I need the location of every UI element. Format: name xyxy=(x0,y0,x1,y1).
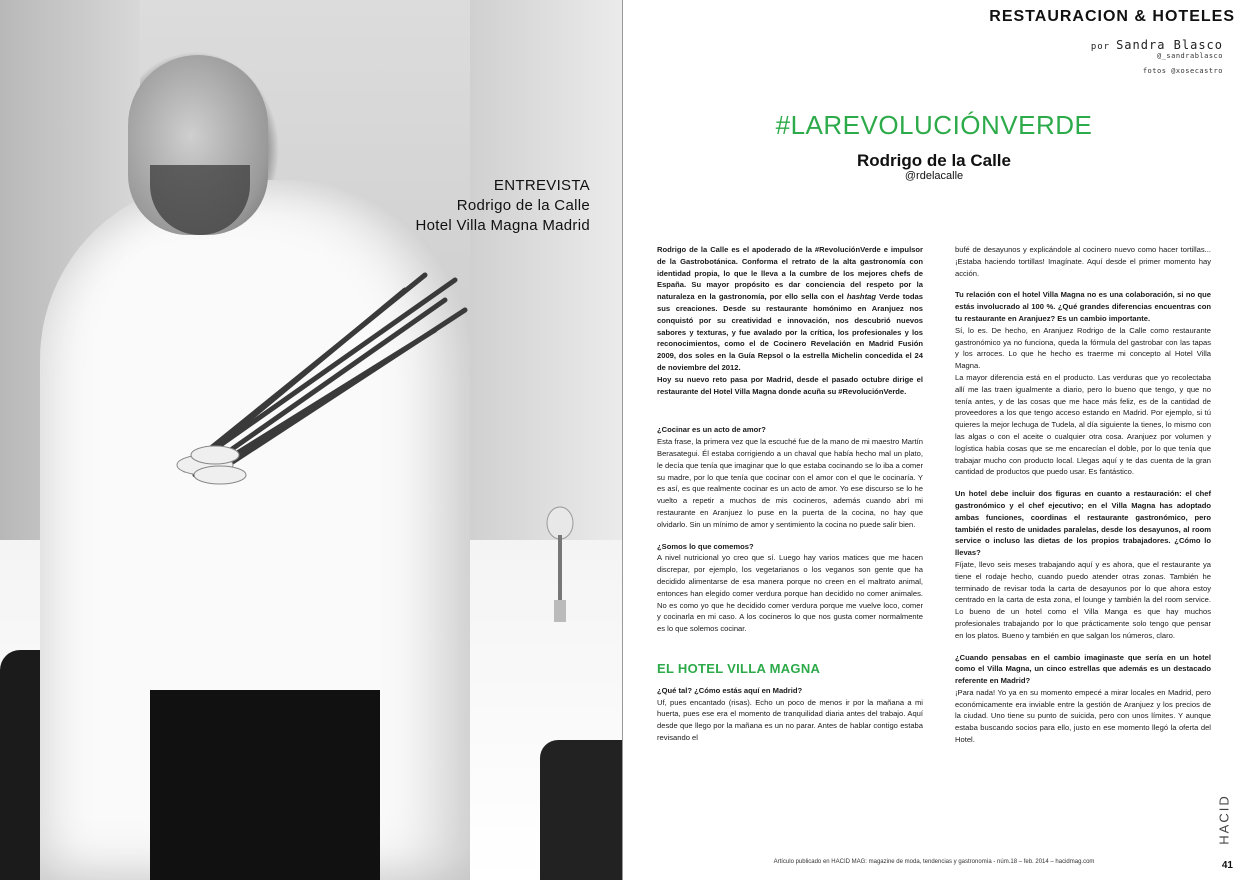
answer: La mayor diferencia está en el producto. Las verduras que yo recolectaba allí me las traen igualmente a diario, pero lo bueno que tengo, y que no tenía antes, y de las cosas que me hace más feliz, es de la cantidad de proveedores a los que tengo acceso estando en Madrid. Por ejemplo, si tú quieres la mejor lechuga de Tudela, al día siguiente la tienes, lo mismo con las algas o con el aceite o cualquier otra cosa. Aranjuez por volumen y logística había cosas que se me encarecían el doble, por lo que tenía que trabajar mucho con producto local. Llegas aquí y te das cuenta de la gran cantidad de productos que puedo usar. Es fantástico. xyxy=(955,372,1211,477)
footer-note: Artículo publicado en HACID MAG: magazine de moda, tendencias y gastronomía - núm.18 – feb. 2014 – hacidmag.com xyxy=(773,859,1095,865)
page-number: 41 xyxy=(1221,860,1233,871)
article-headline: #LAREVOLUCIÓNVERDE xyxy=(775,110,1093,140)
article-page xyxy=(622,0,1244,880)
spacer xyxy=(657,397,923,424)
question: ¿Somos lo que comemos? xyxy=(657,541,754,551)
question: ¿Cocinar es un acto de amor? xyxy=(657,425,766,435)
answer-continued: bufé de desayunos y explicándole al cocinero nuevo como hacer tortillas... ¡Estaba haciendo tortillas! Imagínate. Aquí desde el primer momento hay acción. xyxy=(955,245,1211,278)
intro-text-b: Verde todas sus creaciones. Desde su restaurante homónimo en Aranjuez nos conquistó por su creatividad e innovación, nos descubrió nuevos sabores y texturas, y fue avalado por la crítica, los profesionales y los reconocimientos, como el de Cocinero Revelación en Madrid Fusión 2009, dos soles en la Guía Repsol o la estrella Michelin concedida el 24 de noviembre del 2012. xyxy=(657,292,923,372)
author-name: Sandra Blasco xyxy=(1116,38,1223,52)
article-column-right xyxy=(955,244,1211,746)
spacer xyxy=(955,642,1211,652)
question: Un hotel debe incluir dos figuras en cuanto a restauración: el chef gastronómico y el chef ejecutivo; en el Villa Magna has adoptado ambas funciones, coordinas el restaurante gastronómico, pero también el resto de unidades paralelas, desde los desayunos, al room service o incluso las dietas de los propios trabajadores. ¿Cómo lo llevas? xyxy=(955,489,1211,558)
answer: ¡Para nada! Yo ya en su momento empecé a mirar locales en Madrid, pero económicamente era inviable entre la gestión de Aranjuez y los precios de la ciudad. Uno tiene su punto de suicida, pero con unos límites. Y aunque estaba buscando socios para ello, justo en ese momento llegó la oferta del Hotel. xyxy=(955,687,1211,745)
intro-paragraph-2: Hoy su nuevo reto pasa por Madrid, desde el pasado octubre dirige el restaurante del Hotel Villa Magna donde acuña su #RevoluciónVerde. xyxy=(657,374,923,396)
photo-credit: fotos @xosecastro xyxy=(1142,67,1223,75)
answer: A nivel nutricional yo creo que sí. Luego hay varios matices que me hacen discrepar, por ejemplo, los vegetarianos o los veganos son gente que ha decidido alimentarse de esa manera porque no creen en el maltrato animal, entonces han elegido comer verdura porque han decidido no comer animales. No es como yo que he decidido comer verdura porque me vuelve loco, comer y cocinarla en mi caso. A los cocineros lo que nos gusta comer normalmente es lo que solemos cocinar. xyxy=(657,553,923,634)
answer: Fíjate, llevo seis meses trabajando aquí y es ahora, que el restaurante ya tiene el rodaje hecho, cuando puedo atender otras zonas. También he terminado de revisar toda la carta de desayunos por lo que ahora estoy centrado en la carta de esta zona, el lounge y también la del room service. Lo bueno de un hotel como el Villa Manga es que hay muchos profesionales trabajando por lo que prácticamente solo tengo que pensar en los platos. Bueno y también en que salgan los números, claro. xyxy=(955,559,1211,640)
spacer xyxy=(955,478,1211,488)
spacer xyxy=(657,531,923,541)
photo-flower-vase xyxy=(545,505,575,625)
author-handle: @_sandrablasco xyxy=(1156,52,1223,60)
question: Tu relación con el hotel Villa Magna no es una colaboración, si no que estás involucrado al 100 %. ¿Qué grandes diferencias encuentras con tu restaurante en Aranjuez? Es un cambio importante. xyxy=(955,290,1211,323)
intro-text-a: Rodrigo de la Calle es el apoderado de la #RevoluciónVerde e impulsor de la Gastrobotánica. Conforma el retrato de la alta gastronomía con identidad propia, lo que le lleva a la cumbre de los mejores chefs de España. Su mayor propósito es dar conciencia del respeto por la naturaleza en la gastronomía, por ello sella con el xyxy=(657,245,923,302)
interviewee-name: Rodrigo de la Calle xyxy=(857,151,1011,170)
photo-caption xyxy=(380,176,590,236)
brand-label: HACID xyxy=(1216,794,1232,845)
brand-vertical xyxy=(1216,790,1237,850)
caption-label: ENTREVISTA xyxy=(493,177,590,194)
caption-venue: Hotel Villa Magna Madrid xyxy=(415,217,590,234)
article-column-left xyxy=(657,244,923,744)
photo-chair-right xyxy=(540,740,622,880)
interviewee-handle: @rdelacalle xyxy=(904,170,964,182)
answer: Sí, lo es. De hecho, en Aranjuez Rodrigo de la Calle como restaurante gastronómico ya no funciona, queda la fórmula del gastrobar con las tapas y los arroces. Lo que he hecho es traerme mi concepto al Hotel Villa Magna. xyxy=(955,325,1211,371)
answer: Esta frase, la primera vez que la escuché fue de la mano de mi maestro Martín Berasategui. Él estaba corrigiendo a un chaval que había hecho mal un plato, le decía que tenía que imaginar que lo que estaba cocinando se lo iba a comer su madre, por lo que tenía que cocinar con el amor con el que le cocinaría. Y es así, es que realmente cocinar es un acto de amor. Yo ese discurso se lo he vuelto a repetir a muchos de mis cocineros, además cuando abrí mi restaurante en Aranjuez lo puse en la puerta de la cocina, no hay que olvidarlo. Sin un mínimo de amor y sentimiento la cocina no puede salir bien. xyxy=(657,437,923,529)
chef-apron xyxy=(150,690,380,880)
spring-onions xyxy=(165,270,475,500)
intro-paragraph xyxy=(657,244,923,374)
question: ¿Qué tal? ¿Cómo estás aquí en Madrid? xyxy=(657,685,803,695)
caption-name: Rodrigo de la Calle xyxy=(456,197,590,214)
byline-por: por xyxy=(1090,42,1111,52)
byline xyxy=(1091,38,1223,52)
answer: Uf, pues encantado (risas). Echo un poco de menos ir por la mañana a mi huerta, pues ese era el momento de tranquilidad diaria antes del trabajo. Aquí desde que llego por la mañana es un no parar. Antes de hablar contigo estaba revisando el xyxy=(657,697,923,742)
question: ¿Cuando pensabas en el cambio imaginaste que sería en un hotel como el Villa Magna, un cinco estrellas que además es un destacado referente en Madrid? xyxy=(955,652,1211,686)
section-title: RESTAURACION & HOTELES xyxy=(989,8,1235,25)
section-heading: EL HOTEL VILLA MAGNA xyxy=(657,660,821,676)
intro-hashtag-word: hashtag xyxy=(846,292,876,302)
spacer xyxy=(955,279,1211,289)
